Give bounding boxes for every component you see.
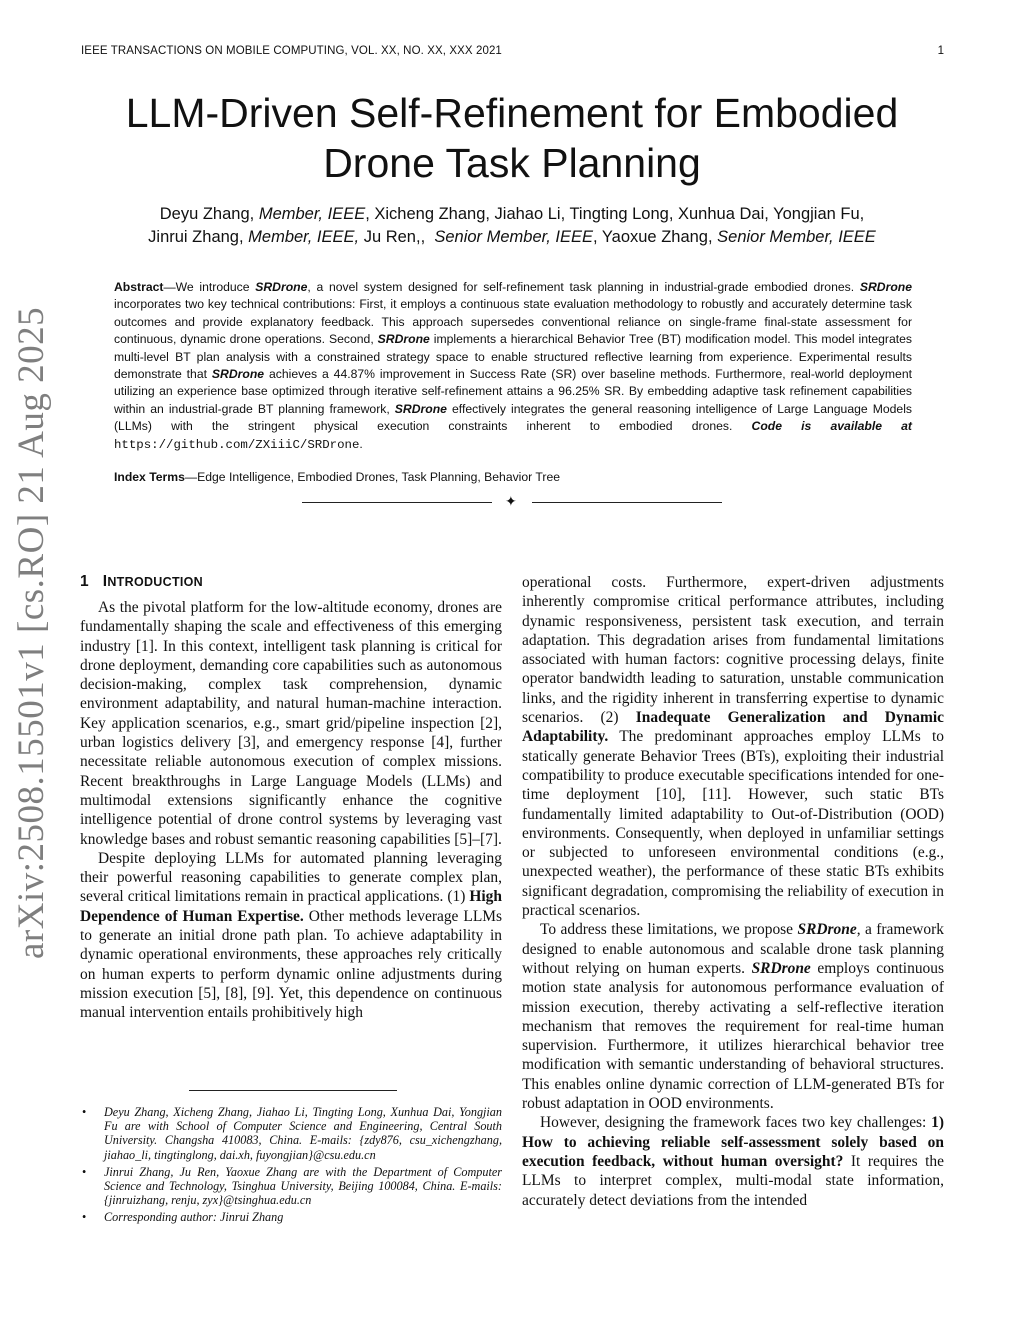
section-title: I: [102, 573, 108, 590]
paragraph-text: Despite deploying LLMs for automated planning leveraging their powerful reasoning capabilities to generate complex plan, several critical limitations remain in practical applications. (1): [80, 849, 502, 906]
bullet-icon: •: [82, 1210, 87, 1225]
system-name: SRDrone: [394, 401, 447, 416]
title-line-1: LLM-Driven Self-Refinement for Embodied: [125, 90, 899, 136]
system-name: SRDrone: [255, 280, 308, 294]
emphasis: 1) How to achieving reliable self-assessment solely based on execution feedback, without human oversight?: [522, 1114, 944, 1170]
bullet-icon: •: [82, 1105, 87, 1119]
paragraph: [80, 849, 502, 1023]
footnote: [80, 1105, 502, 1162]
author-name: Ju Ren,: [359, 228, 421, 246]
section-heading: [80, 573, 203, 591]
author-role: Senior Member, IEEE: [717, 228, 876, 246]
abstract-text: effectively integrates the general reasoning intelligence of Large Language Models (LLMs) with the stringent physical execution constraints inherent to embodied drones.: [114, 401, 912, 434]
paragraph-text: employs continuous motion state analysis for autonomous performance evaluation of mission execution, thereby activating a self-reflective iteration mechanism that removes the requirement for real-time human supervision. Furthermore, it utilizes hierarchical behavior tree modification with semantic understanding of behavioral structures. This enables online dynamic correction of LLM-generated BTs for robust adaptation in OOD environments.: [522, 959, 944, 1113]
code-label: Code is available at: [751, 419, 912, 434]
author-role: Member, IEEE: [258, 205, 366, 223]
paragraph-text: It requires the LLMs to interpret complex, multi-modal state information, accurately detect deviations from the intended: [522, 1152, 945, 1209]
system-name: SRDrone: [751, 959, 811, 977]
paragraph-text: , a framework designed to enable autonomous and scalable drone task planning without relying on human experts.: [522, 921, 944, 977]
footnote-text: Deyu Zhang, Xicheng Zhang, Jiahao Li, Tingting Long, Xunhua Dai, Yongjian Fu are with School of Computer Science and Engineering, Central South University. Changsha 410083, China. E-mails: {zdy876, csu_xichengzhang, jiahao_li, tingtinglong, dai.xh, fuyongjian}@csu.edu.cn: [104, 1105, 502, 1162]
abstract-text: , a novel system designed for self-refinement task planning in industrial-grade embodied drones.: [307, 280, 860, 294]
section-title: NTRODUCTION: [107, 575, 204, 589]
author-name: , Yaoxue Zhang,: [593, 228, 713, 246]
paragraph-text: However, designing the framework faces two key challenges:: [540, 1114, 932, 1132]
footnotes: [80, 1105, 502, 1228]
author-name: Jinrui Zhang,: [148, 228, 244, 246]
paragraph-text: To address these limitations, we propose: [540, 921, 798, 939]
abstract-label: Abstract: [114, 280, 164, 294]
index-terms-label: Index Terms: [114, 470, 185, 484]
paragraph: [522, 920, 944, 1113]
separator-line-left: [302, 502, 492, 503]
index-terms-text: —Edge Intelligence, Embodied Drones, Task Planning, Behavior Tree: [184, 470, 561, 484]
paper-title: [80, 88, 944, 188]
paragraph: [522, 1113, 944, 1209]
abstract-text: implements a hierarchical Behavior Tree (BT) modification model. This model integrates multi-level BT plan analysis with a constrained strategy space to enable structured reflective learning from experience. Experimental results demonstrate that: [114, 332, 913, 382]
system-name: SRDrone: [797, 921, 857, 939]
paragraph-text: The predominant approaches employ LLMs to statically generate Behavior Trees (BTs), exploiting their industrial compatibility to produce executable specifications intended for one-time deployment [10], [11]. However, such static BTs fundamentally limited adaptability to Out-of-Distribution (OOD) environments. Consequently, when deployed in unfamiliar settings or subjected to unforeseen environmental conditions (e.g., unexpected weather), the performance of these static BTs exhibits significant degradation, compromising the reliability of execution in practical scenarios.: [522, 728, 944, 920]
separator-line-right: [532, 502, 722, 503]
paragraph: As the pivotal platform for the low-altitude economy, drones are fundamentally shaping the scale and effectiveness of this emerging industry [1]. In this context, intelligent task planning is critical for drone deployment, demanding core capabilities such as autonomous decision-making, complex task comprehension, dynamic environment adaptability, and natural human-machine interaction. Key application scenarios, e.g., smart grid/pipeline inspection [2], urban logistics delivery [3], and emergency response [4], further necessitate reliable autonomous execution of complex missions. Recent breakthroughs in Large Language Models (LLMs) and multimodal extensions significantly enhance the cognitive intelligence potential of drone control systems by leveraging vast knowledge bases and robust semantic reasoning capabilities [5]–[7].: [80, 599, 502, 848]
system-name: SRDrone: [859, 280, 912, 294]
paragraph-text: Other methods leverage LLMs to generate an initial drone path plan. To achieve adaptability in dynamic operational environments, these approaches rely critically on human experts to perform dynamic online adjustments during mission execution [5], [8], [9]. Yet, this dependence on continuous manual intervention entails prohibitively high: [80, 907, 502, 1022]
abstract: [114, 279, 912, 454]
page-number: 1: [937, 45, 944, 57]
system-name: SRDrone: [377, 332, 430, 347]
code-url-link[interactable]: https://github.com/ZXiiiC/SRDrone: [114, 437, 360, 452]
title-line-2: Drone Task Planning: [323, 140, 701, 186]
author-name: Deyu Zhang,: [159, 205, 255, 223]
author-role: Senior Member, IEEE: [434, 228, 593, 246]
footnote-text: Corresponding author: Jinrui Zhang: [104, 1210, 284, 1225]
author-role: Member, IEEE,: [248, 228, 360, 246]
abstract-text: achieves a 44.87% improvement in Success Rate (SR) over baseline methods. Furthermore, real-world deployment utilizing an experience base optimized through iterative self-refinement attains a 96.25% SR. By embedding adaptive task refinement capabilities within an industrial-grade BT planning framework,: [114, 367, 912, 416]
author-names: , Xicheng Zhang, Jiahao Li, Tingting Long, Xunhua Dai, Yongjian Fu,: [365, 205, 865, 223]
author-list: Deyu Zhang, Member, IEEE, Xicheng Zhang, Jiahao Li, Tingting Long, Xunhua Dai, Yongjian Fu, Jinrui Zhang, Member, IEEE, Ju Ren,, Senior Member, IEEE, Yaoxue Zhang, Senior Member, IEEE: [148, 205, 876, 246]
left-column: [80, 598, 502, 1023]
section-number: 1: [80, 573, 89, 590]
footnote-rule: [189, 1090, 397, 1091]
bullet-icon: •: [82, 1164, 87, 1179]
emphasis: High Dependence of Human Expertise.: [80, 888, 502, 925]
emphasis: Inadequate Generalization and Dynamic Adaptability.: [522, 709, 944, 746]
footnote: [80, 1210, 502, 1224]
abstract-text: —We introduce: [163, 280, 256, 294]
abstract-text: .: [359, 436, 363, 451]
footnote: [80, 1165, 502, 1208]
separator-diamond-icon: ✦: [505, 493, 517, 509]
paragraph: [522, 573, 944, 920]
running-header: IEEE TRANSACTIONS ON MOBILE COMPUTING, VOL. XX, NO. XX, XXX 2021: [81, 45, 502, 57]
paragraph-text: operational costs. Furthermore, expert-driven adjustments inherently compromise critical performance attributes, including dynamic responsiveness, persistent task execution, and terrain adaptation. This degradation arises from fundamental limitations associated with human factors: cognitive processing delays, finite operator bandwidth leading to saturation, unstable communication links, and the rigidity inherent in transferring expertise to dynamic scenarios. (2): [522, 574, 944, 727]
system-name: SRDrone: [211, 367, 265, 382]
right-column: [522, 573, 944, 1210]
index-terms: [114, 470, 912, 484]
arxiv-stamp: arXiv:2508.15501v1 [cs.RO] 21 Aug 2025: [11, 306, 52, 959]
abstract-text: incorporates two key technical contributions: First, it employs a continuous state evaluation methodology to robustly and accurately determine task outcomes and provide explanatory feedback. This approach supersedes conventional reliance on single-frame final-state assessment for continuous, dynamic drone operations. Second,: [114, 297, 912, 347]
footnote-text: Jinrui Zhang, Ju Ren, Yaoxue Zhang are with the Department of Computer Science and Technology, Tsinghua University, Beijing 100084, China. E-mails: {jinruizhang, renju, zyx}@tsinghua.edu.cn: [104, 1164, 502, 1208]
